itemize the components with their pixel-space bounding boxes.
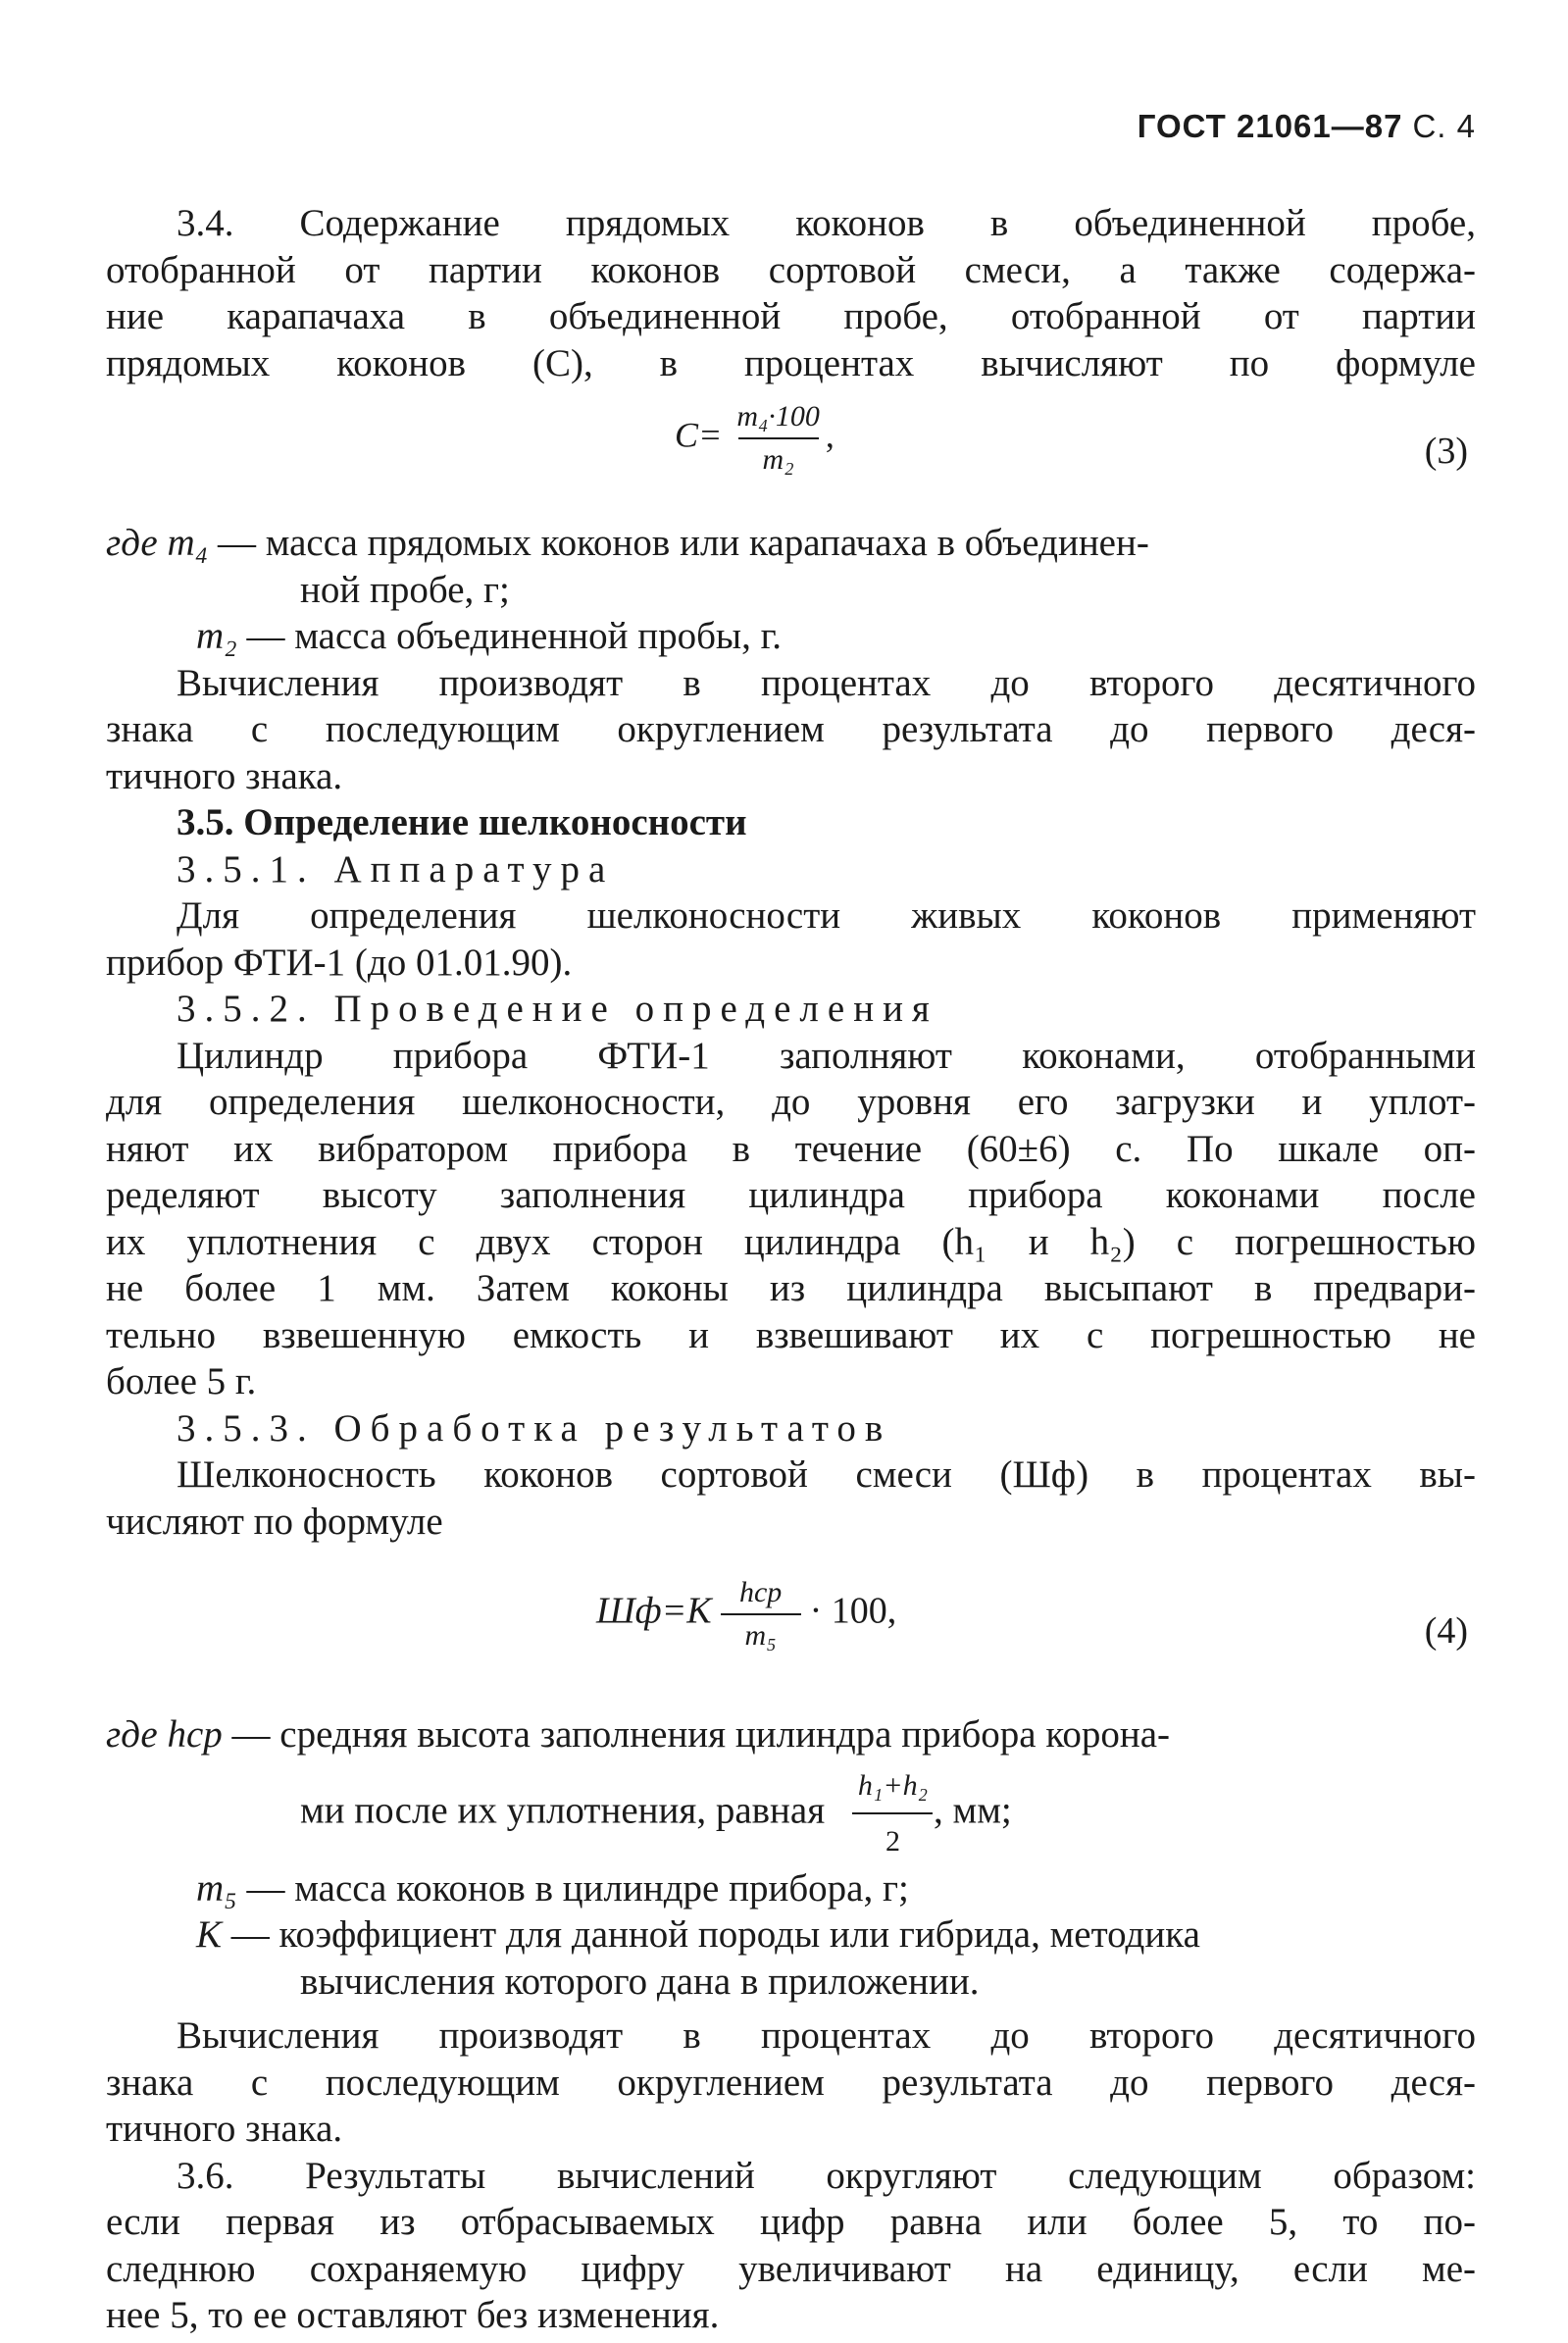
- where-symbol: m₂: [196, 615, 237, 657]
- section-3-5-1: [106, 846, 1476, 987]
- text-line: тельно взвешенную емкость и взвешивают их с погрешностью не: [106, 1313, 1476, 1356]
- formula-4: [106, 1566, 1476, 1706]
- formula-tail: · 100,: [809, 1590, 897, 1632]
- where-item: [106, 1911, 1476, 1959]
- text-line: тичного знака.: [106, 2108, 343, 2150]
- text-line: ределяют высоту заполнения цилиндра прибора коконами после: [106, 1174, 1476, 1216]
- fraction-denominator: 2: [852, 1812, 933, 1865]
- text-line: более 5 г.: [106, 1360, 257, 1402]
- subsection-heading: 3.5.3. Обработка результатов: [177, 1406, 892, 1450]
- page-number: С. 4: [1412, 108, 1476, 144]
- formula-fraction: [721, 1576, 801, 1653]
- where-continuation-text: ми после их уплотнения, равная: [300, 1788, 826, 1831]
- section-title: 3.5. Определение шелконосности: [177, 801, 747, 843]
- standard-number: ГОСТ 21061—87: [1137, 108, 1403, 144]
- formula-lhs: Шф=K: [596, 1590, 712, 1632]
- formula-comma: ,: [825, 415, 835, 455]
- text-line: для определения шелконосности, до уровня его загрузки и уплот-: [106, 1081, 1476, 1123]
- subsection-heading: 3.5.1. Аппаратура: [177, 847, 615, 891]
- text-line: знака с последующим округлением результата до первого деся-: [106, 708, 1476, 750]
- where-text: — коэффициент для данной породы или гибрида, методика: [230, 1913, 1200, 1956]
- calculation-note-1: [106, 660, 1476, 800]
- formula-lhs: C=: [675, 415, 723, 455]
- inline-fraction: [852, 1762, 934, 1865]
- formula-number: (4): [1424, 1610, 1468, 1652]
- where-text: — масса прядомых коконов или карапачаха в объединен-: [217, 522, 1149, 564]
- where-item: [106, 613, 1476, 660]
- text-line: Вычисления производят в процентах до второго десятичного: [177, 2014, 1476, 2057]
- where-text: — средняя высота заполнения цилиндра прибора корона-: [231, 1713, 1170, 1756]
- where-item: [106, 1711, 1476, 1758]
- formula-number: (3): [1424, 431, 1468, 472]
- text-line: тичного знака.: [106, 754, 343, 797]
- text-line: не более 1 мм. Затем коконы из цилиндра высыпают в предвари-: [106, 1267, 1476, 1309]
- text-line: прядомых коконов (C), в процентах вычисляют по формуле: [106, 341, 1476, 384]
- where-symbol: где m₄: [106, 522, 209, 564]
- where-continuation: ной пробе, г;: [300, 568, 510, 611]
- text-line: знака с последующим округлением результата до первого деся-: [106, 2061, 1476, 2104]
- text-line: 3.4. Содержание прядомых коконов в объединенной пробе,: [177, 202, 1476, 244]
- fraction-numerator: m₄·100: [736, 400, 820, 433]
- unit-text: , мм;: [934, 1788, 1012, 1831]
- section-3-4: [106, 200, 1476, 386]
- fraction-denominator: m₂: [738, 437, 819, 477]
- where-block-3: [106, 520, 1476, 660]
- where-symbol: где hср: [106, 1713, 223, 1756]
- fraction-numerator: hср: [738, 1576, 783, 1608]
- page-header: [106, 108, 1476, 145]
- calculation-note-2: [106, 2012, 1476, 2153]
- text-line: если первая из отбрасываемых цифр равна или более 5, то по-: [106, 2201, 1476, 2243]
- text-line: 3.6. Результаты вычислений округляют следующим образом:: [177, 2154, 1476, 2197]
- text-line: Для определения шелконосности живых коконов применяют: [177, 894, 1476, 937]
- fraction-denominator: m₅: [721, 1613, 801, 1653]
- where-text: — масса объединенной пробы, г.: [246, 615, 782, 657]
- where-item: [106, 520, 1476, 567]
- fraction-numerator: h₁+h₂: [857, 1768, 929, 1802]
- where-item: [106, 1865, 1476, 1912]
- text-line: Цилиндр прибора ФТИ-1 заполняют коконами, отобранными: [177, 1034, 1476, 1077]
- where-symbol: m₅: [196, 1866, 237, 1910]
- text-line: нее 5, то ее оставляют без изменения.: [106, 2294, 720, 2336]
- subsection-heading: 3.5.2. Проведение определения: [177, 988, 938, 1030]
- where-continuation: [106, 1762, 1476, 1865]
- formula-fraction: [731, 400, 826, 477]
- formula-3: [106, 400, 1476, 514]
- text-line: их уплотнения с двух сторон цилиндра (h₁ и h₂) с погрешностью: [106, 1220, 1476, 1263]
- section-3-5-2: [106, 986, 1476, 1405]
- text-line: прибор ФТИ-1 (до 01.01.90).: [106, 941, 573, 984]
- where-continuation: вычисления которого дана в приложении.: [300, 1960, 980, 2003]
- section-3-5: [106, 799, 1476, 846]
- where-text: — масса коконов в цилиндре прибора, г;: [246, 1866, 909, 1910]
- text-line: Шелконосность коконов сортовой смеси (Шф) в процентах вы-: [177, 1453, 1476, 1496]
- where-block-4: [106, 1711, 1476, 2005]
- text-line: следнюю сохраняемую цифру увеличивают на единицу, если ме-: [106, 2247, 1476, 2290]
- section-3-6: [106, 2153, 1476, 2339]
- section-3-5-3: [106, 1405, 1476, 1546]
- where-symbol: K: [196, 1913, 223, 1956]
- text-line: ние карапачаха в объединенной пробе, отобранной от партии: [106, 295, 1476, 337]
- text-line: Вычисления производят в процентах до второго десятичного: [177, 661, 1476, 704]
- text-line: отобранной от партии коконов сортовой смеси, а также содержа-: [106, 248, 1476, 291]
- text-line: числяют по формуле: [106, 1500, 443, 1543]
- text-line: няют их вибратором прибора в течение (60±6) с. По шкале оп-: [106, 1127, 1476, 1170]
